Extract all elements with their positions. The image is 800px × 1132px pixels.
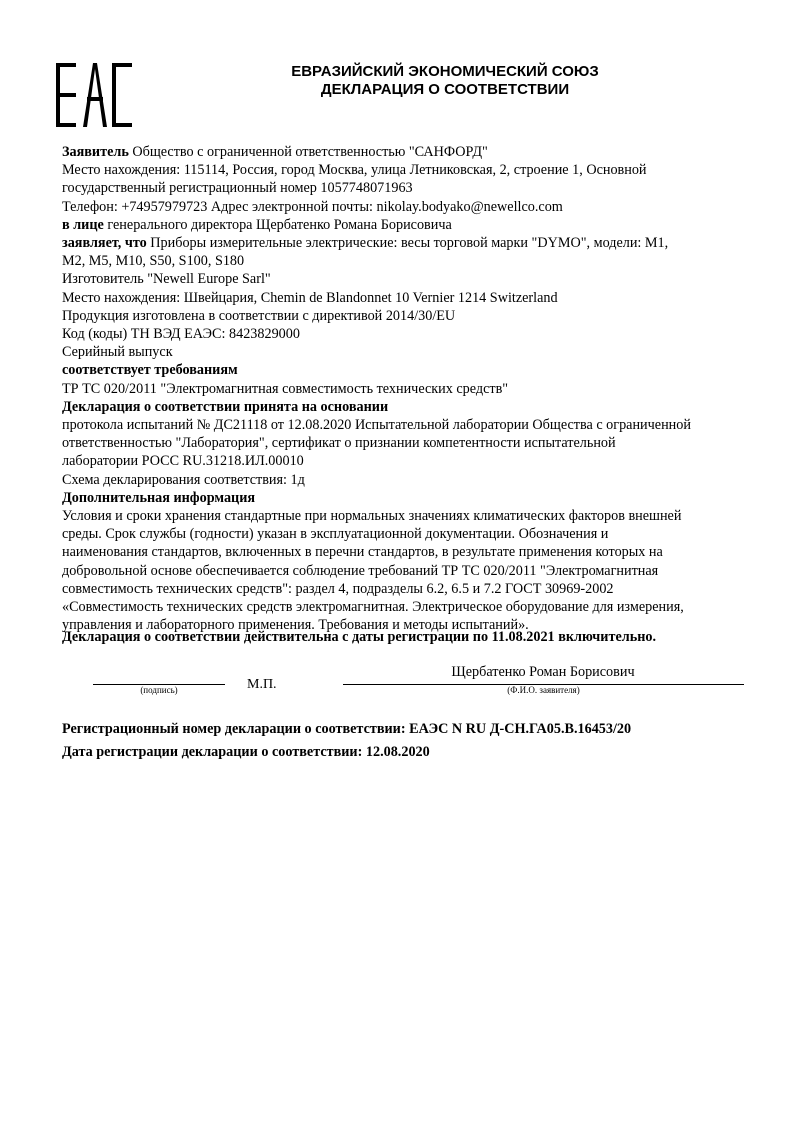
additional-line-5: совместимость технических средств": раздел 4, подразделы 6.2, 6.5 и 7.2 ГОСТ 30969-2002 [62,580,614,597]
applicant-line [62,143,752,161]
signatory-name: Щербатенко Роман Борисович [451,664,635,680]
registration-date: Дата регистрации декларации о соответствии: 12.08.2020 [62,744,430,760]
declares-line-1 [62,234,752,252]
additional-line-6: «Совместимость технических средств электромагнитная. Электрическое оборудование для измерения, [62,599,684,616]
tr-ts-line: ТР ТС 020/2011 "Электромагнитная совместимость технических средств" [62,380,509,397]
additional-line-3: наименования стандартов, включенных в перечни стандартов, в результате применения которых на [62,544,663,561]
basis-line-3: лаборатории РОСС RU.31218.ИЛ.00010 [62,453,304,470]
stamp-place-label: М.П. [247,677,277,692]
person-value: генерального директора Щербатенко Романа Борисовича [103,216,452,233]
document-header [235,63,655,99]
declaration-body [62,143,752,634]
complies-heading: соответствует требованиям [62,362,238,379]
header-declaration-title: ДЕКЛАРАЦИЯ О СООТВЕТСТВИИ [320,81,570,98]
basis-line-2: ответственностью "Лаборатория", сертификат о признании компетентности испытательной [62,435,616,452]
address-line-1: Место нахождения: 115114, Россия, город Москва, улица Летниковская, 2, строение 1, Основной [62,162,647,179]
tn-ved-line: Код (коды) ТН ВЭД ЕАЭС: 8423829000 [62,326,300,343]
declares-line-2: M2, M5, M10, S50, S100, S180 [62,253,245,270]
basis-heading: Декларация о соответствии принята на основании [62,398,389,415]
applicant-label: Заявитель [62,144,129,160]
phone-line: Телефон: +74957979723 Адрес электронной почты: nikolay.bodyako@newellco.com [62,198,563,215]
declares-label: заявляет, что [62,235,147,252]
additional-line-4: добровольной основе обеспечивается соблюдение требований ТР ТС 020/2011 "Электромагнитная [62,562,659,579]
additional-heading: Дополнительная информация [62,489,256,506]
manufacturer-line: Изготовитель "Newell Europe Sarl" [62,271,271,288]
signature-caption: (подпись) [140,685,178,695]
applicant-value: Общество с ограниченной ответственностью "САНФОРД" [128,144,488,160]
additional-line-2: среды. Срок службы (годности) указан в эксплуатационной документации. Обозначения и [62,526,609,543]
basis-line-1: протокола испытаний № ДС21118 от 12.08.2020 Испытательной лаборатории Общества с ограниченной [62,417,691,434]
name-caption: (Ф.И.О. заявителя) [507,685,580,695]
serial-line: Серийный выпуск [62,344,173,361]
validity-statement: Декларация о соответствии действительна с даты регистрации по 11.08.2021 включительно. [62,629,657,645]
person-line [62,216,752,234]
address-line-2: государственный регистрационный номер 1057748071963 [62,180,413,197]
additional-line-7: управления и лабораторного применения. Требования и методы испытаний». [62,617,529,634]
eac-logo [56,63,132,127]
additional-line-1: Условия и сроки хранения стандартные при нормальных значениях климатических факторов внешней [62,508,682,525]
manufacturer-address-line: Место нахождения: Швейцария, Chemin de Blandonnet 10 Vernier 1214 Switzerland [62,289,558,306]
declares-value: Приборы измерительные электрические: весы торговой марки "DYMO", модели: M1, [146,235,669,252]
eac-logo-icon [56,63,132,127]
directive-line: Продукция изготовлена в соответствии с директивой 2014/30/EU [62,307,456,324]
header-union-title: ЕВРАЗИЙСКИЙ ЭКОНОМИЧЕСКИЙ СОЮЗ [291,63,599,80]
registration-number: Регистрационный номер декларации о соответствии: ЕАЭС N RU Д-CH.ГА05.В.16453/20 [62,721,632,737]
scheme-line: Схема декларирования соответствия: 1д [62,471,305,488]
person-label: в лице [62,216,104,233]
